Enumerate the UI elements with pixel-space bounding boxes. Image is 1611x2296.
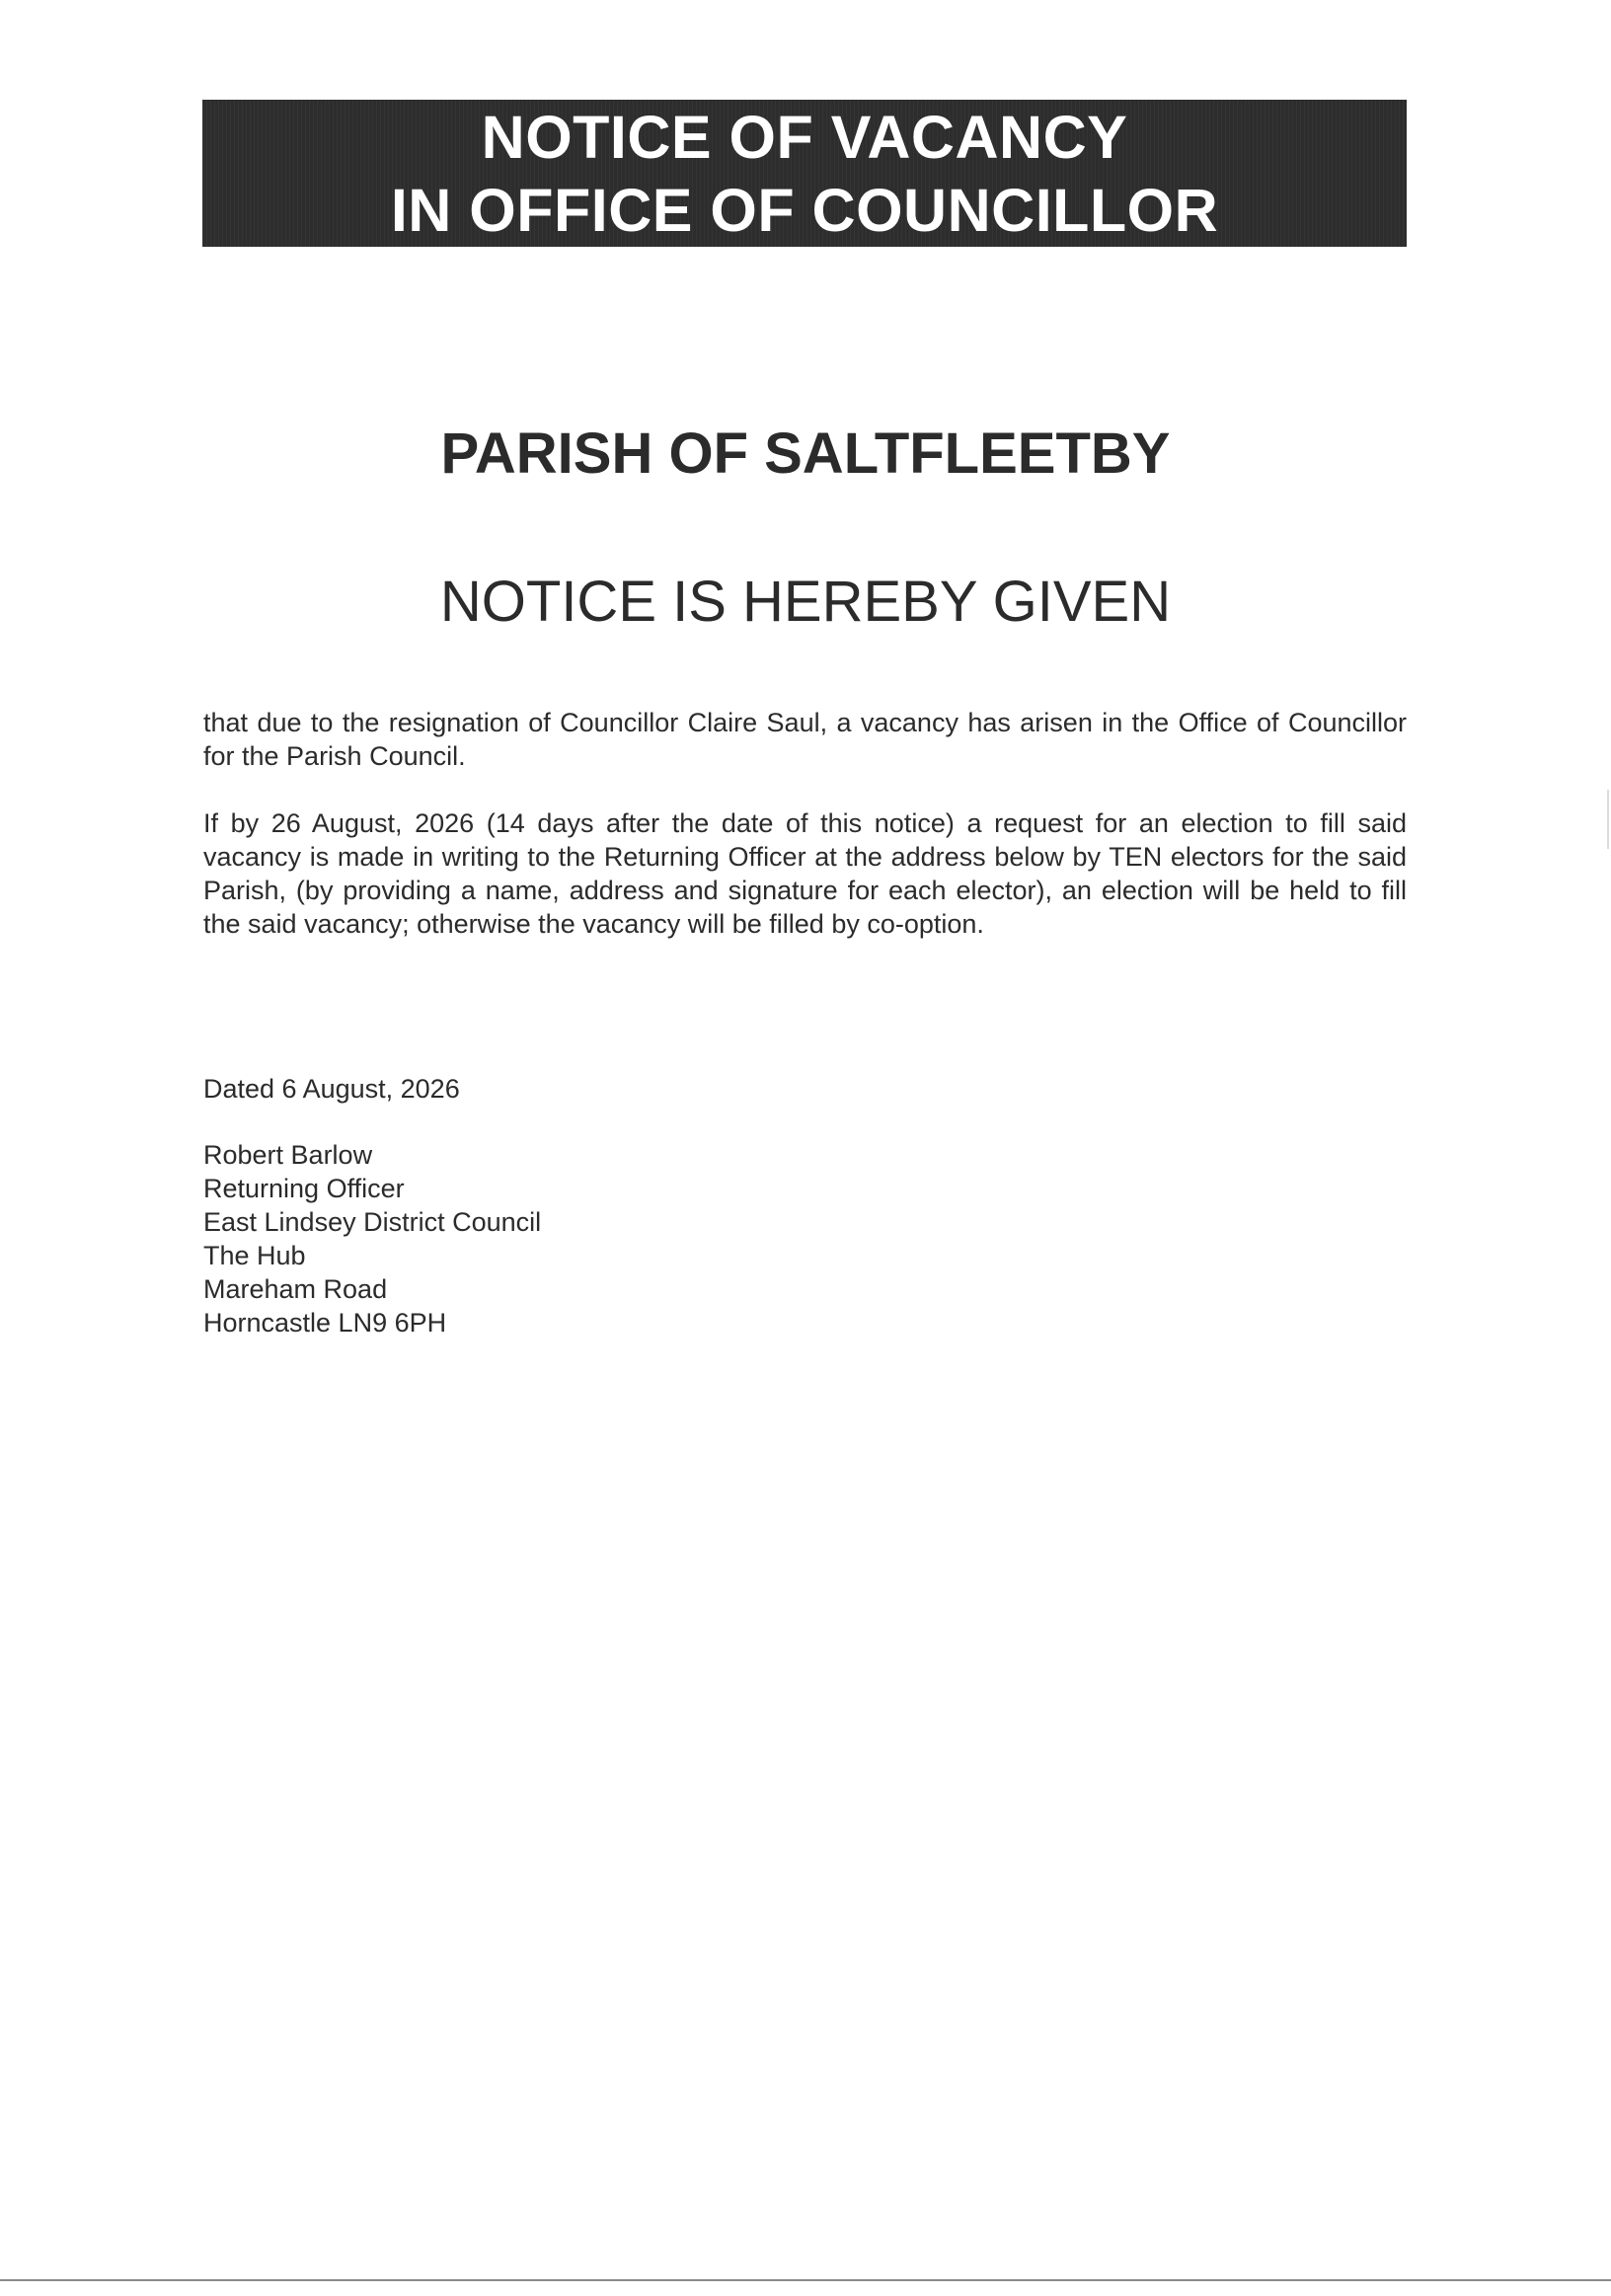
address-line-name: Robert Barlow <box>203 1140 373 1170</box>
page-bottom-rule <box>0 2279 1611 2281</box>
notice-banner <box>202 100 1407 247</box>
notice-heading: NOTICE IS HEREBY GIVEN <box>439 570 1172 634</box>
address-line-building: The Hub <box>203 1241 306 1270</box>
election-request-paragraph: If by 26 August, 2026 (14 days after the date of this notice) a request for an election to fill said vacancy is made in writing to the Returning Officer at the address below by TEN electors for the said Parish, (by providing a name, address and signature for each elector), an election will be held to fill the said vacancy; otherwise the vacancy will be filled by co-option. <box>203 808 1407 939</box>
banner-title-line-1: NOTICE OF VACANCY <box>481 103 1128 171</box>
address-line-town-postcode: Horncastle LN9 6PH <box>203 1308 447 1338</box>
scan-edge-mark <box>1607 790 1609 849</box>
address-line-street: Mareham Road <box>203 1274 388 1304</box>
parish-title: PARISH OF SALTFLEETBY <box>440 421 1171 486</box>
address-line-title: Returning Officer <box>203 1174 405 1203</box>
returning-officer-address <box>203 1138 541 1339</box>
vacancy-paragraph: that due to the resignation of Councillor Claire Saul, a vacancy has arisen in the Office of Councillor for the Parish Council. <box>203 708 1407 771</box>
notice-date: Dated 6 August, 2026 <box>203 1074 460 1104</box>
address-line-council: East Lindsey District Council <box>203 1207 542 1237</box>
banner-title-line-2: IN OFFICE OF COUNCILLOR <box>390 176 1219 244</box>
